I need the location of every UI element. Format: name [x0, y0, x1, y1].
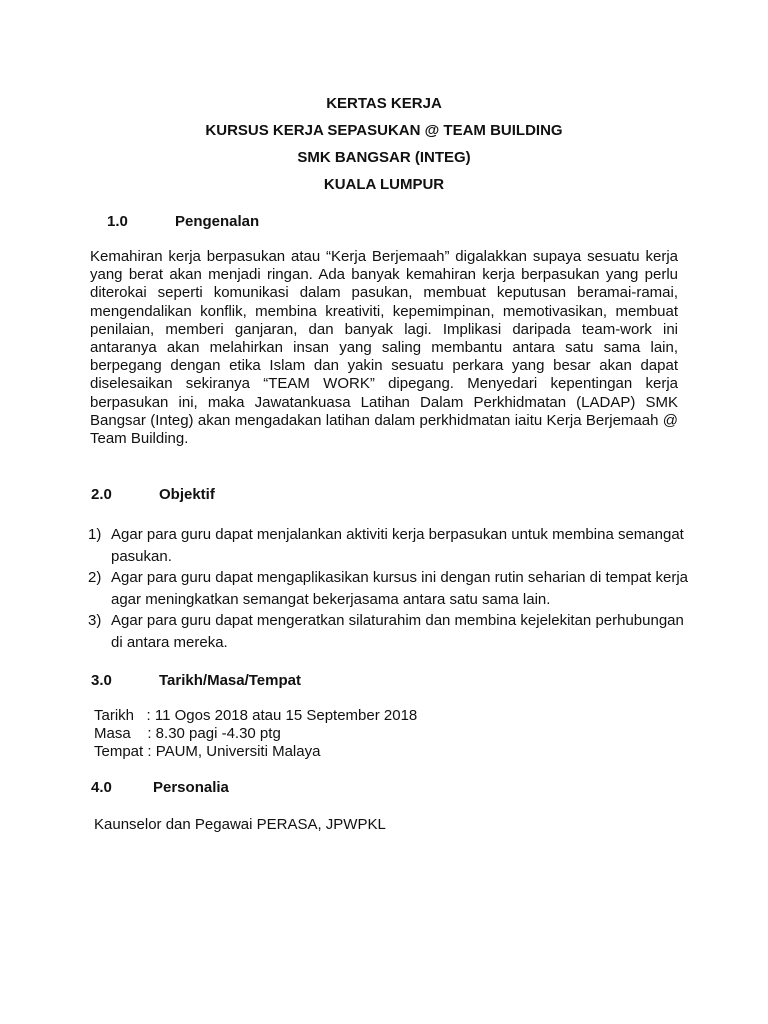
section-heading-tarikh-masa-tempat [91, 671, 301, 691]
section-number: 3.0 [91, 672, 112, 689]
title-line-3: SMK BANGSAR (INTEG) [297, 149, 471, 166]
section-number: 4.0 [91, 779, 112, 796]
list-item-text: Agar para guru dapat menjalankan aktiviti kerja berpasukan untuk membina semangat pasukan. [111, 526, 684, 565]
list-item-text: Agar para guru dapat mengeratkan silaturahim dan membina kejelekitan perhubungan di antara mereka. [111, 612, 684, 651]
document-title-block [0, 90, 768, 198]
pengenalan-paragraph: Kemahiran kerja berpasukan atau “Kerja Berjemaah” digalakkan supaya sesuatu kerja yang berat akan menjadi ringan. Ada banyak kemahiran kerja berpasukan yang perlu diterokai seperti komunikasi dalam pasukan, membuat keputusan beramai-ramai, mengendalikan konflik, membina kreativiti, kepemimpinan, memotivasikan, membuat penilaian, memberi ganjaran, dan banyak lagi. Implikasi daripada team-work ini antaranya akan melahirkan insan yang saling membantu antara satu sama lain, berpegang dengan etika Islam dan yakin sesuatu perkara yang besar akan dapat diselesaikan sekiranya “TEAM WORK” dipegang. Menyedari kepentingan kerja berpasukan ini, maka Jawatankuasa Latihan Dalam Perkhidmatan (LADAP) SMK Bangsar (Integ) akan mengadakan latihan dalam perkhidmatan iaitu Kerja Berjemaah @ Team Building. [90, 248, 678, 448]
section-title: Tarikh/Masa/Tempat [159, 672, 301, 689]
list-marker: 1) [88, 526, 102, 543]
section-heading-objektif [91, 485, 215, 505]
title-line-2: KURSUS KERJA SEPASUKAN @ TEAM BUILDING [205, 122, 563, 139]
section-number: 2.0 [91, 486, 112, 503]
tarikh-row: Tarikh : 11 Ogos 2018 atau 15 September 2018 [94, 707, 418, 724]
list-item [88, 524, 688, 567]
list-marker: 2) [88, 569, 102, 586]
title-line-1: KERTAS KERJA [326, 95, 442, 112]
title-line-4: KUALA LUMPUR [323, 176, 445, 193]
objectives-list [88, 524, 688, 653]
event-details [94, 707, 417, 761]
masa-row: Masa : 8.30 pagi -4.30 ptg [94, 725, 281, 742]
section-heading-personalia [91, 778, 229, 798]
section-number: 1.0 [107, 213, 128, 230]
list-item [88, 567, 688, 610]
personalia-text: Kaunselor dan Pegawai PERASA, JPWPKL [94, 816, 386, 833]
list-item [88, 610, 688, 653]
list-item-text: Agar para guru dapat mengaplikasikan kursus ini dengan rutin seharian di tempat kerja agar meningkatkan semangat bekerjasama antara satu sama lain. [111, 569, 689, 608]
list-marker: 3) [88, 612, 102, 629]
section-title: Objektif [159, 486, 215, 503]
section-title: Personalia [153, 779, 229, 796]
tempat-row: Tempat : PAUM, Universiti Malaya [94, 743, 321, 760]
section-title: Pengenalan [175, 213, 260, 230]
section-heading-pengenalan [107, 212, 259, 232]
